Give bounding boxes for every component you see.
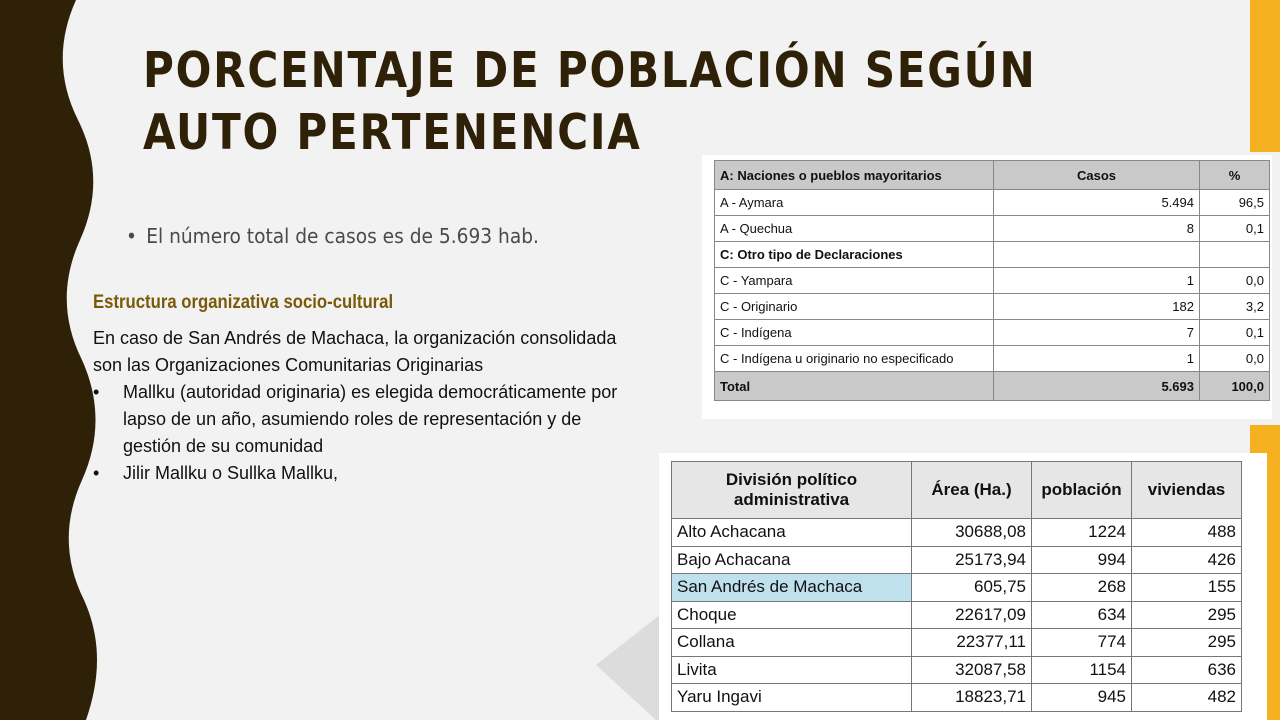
bullet-list	[93, 379, 638, 487]
header-cell: viviendas	[1132, 462, 1242, 519]
list-item	[93, 379, 638, 460]
nations-table-image	[702, 155, 1272, 419]
cases-cell: 8	[994, 216, 1200, 242]
division-name: San Andrés de Machaca	[672, 574, 912, 602]
percent-cell: 0,0	[1200, 346, 1270, 372]
population-cell: 994	[1032, 546, 1132, 574]
header-cell: División político administrativa	[672, 462, 912, 519]
cases-cell: 1	[994, 346, 1200, 372]
area-cell: 32087,58	[912, 656, 1032, 684]
area-cell: 22377,11	[912, 629, 1032, 657]
area-cell: 25173,94	[912, 546, 1032, 574]
table-row	[672, 656, 1242, 684]
row-label: C: Otro tipo de Declaraciones	[715, 242, 994, 268]
header-cell: A: Naciones o pueblos mayoritarios	[715, 161, 994, 190]
population-cell: 634	[1032, 601, 1132, 629]
area-cell: 30688,08	[912, 519, 1032, 547]
table-row	[672, 519, 1242, 547]
housing-cell: 482	[1132, 684, 1242, 712]
table-row	[715, 216, 1270, 242]
bullet-dot: •	[93, 463, 100, 483]
table-row	[672, 601, 1242, 629]
row-label: C - Indígena	[715, 320, 994, 346]
percent-cell: 0,1	[1200, 216, 1270, 242]
total-cases-text: El número total de casos es de 5.693 hab.	[146, 224, 539, 248]
area-cell: 18823,71	[912, 684, 1032, 712]
division-name: Yaru Ingavi	[672, 684, 912, 712]
table-header-row	[672, 462, 1242, 519]
population-cell: 945	[1032, 684, 1132, 712]
population-cell: 268	[1032, 574, 1132, 602]
table-row	[672, 546, 1242, 574]
table-row	[715, 320, 1270, 346]
housing-cell: 488	[1132, 519, 1242, 547]
percent-cell: 96,5	[1200, 190, 1270, 216]
cases-cell: 5.494	[994, 190, 1200, 216]
division-name: Collana	[672, 629, 912, 657]
cases-cell	[994, 242, 1200, 268]
header-cell: población	[1032, 462, 1132, 519]
housing-cell: 295	[1132, 601, 1242, 629]
housing-cell: 636	[1132, 656, 1242, 684]
table-row	[715, 294, 1270, 320]
percent-cell: 100,0	[1200, 372, 1270, 401]
bullet-dot: •	[126, 224, 137, 248]
list-item-text: Jilir Mallku o Sullka Mallku,	[123, 463, 339, 483]
housing-cell: 155	[1132, 574, 1242, 602]
division-name: Bajo Achacana	[672, 546, 912, 574]
cases-cell: 5.693	[994, 372, 1200, 401]
table-row	[672, 629, 1242, 657]
table-header-row	[715, 161, 1270, 190]
division-table	[671, 461, 1242, 712]
division-name: Alto Achacana	[672, 519, 912, 547]
cases-cell: 182	[994, 294, 1200, 320]
percent-cell: 0,0	[1200, 268, 1270, 294]
table-row	[672, 684, 1242, 712]
body-text	[93, 325, 638, 487]
bullet-dot: •	[93, 382, 100, 402]
list-item	[93, 460, 638, 487]
division-name: Livita	[672, 656, 912, 684]
division-name: Choque	[672, 601, 912, 629]
row-label: C - Originario	[715, 294, 994, 320]
header-cell: Área (Ha.)	[912, 462, 1032, 519]
section-heading: Estructura organizativa socio-cultural	[93, 292, 394, 313]
page-title: PORCENTAJE DE POBLACIÓN SEGÚN AUTO PERTENENCIA	[143, 42, 1037, 161]
population-cell: 1154	[1032, 656, 1132, 684]
list-item-text: Mallku (autoridad originaria) es elegida democráticamente por lapso de un año, asumiendo roles de representación y de gestión de su comunidad	[123, 382, 618, 456]
table-subheader-row	[715, 242, 1270, 268]
table-row-highlighted	[672, 574, 1242, 602]
row-label: A - Aymara	[715, 190, 994, 216]
area-cell: 605,75	[912, 574, 1032, 602]
header-cell: Casos	[994, 161, 1200, 190]
percent-cell: 0,1	[1200, 320, 1270, 346]
row-label: C - Yampara	[715, 268, 994, 294]
table-row	[715, 190, 1270, 216]
division-table-image	[659, 453, 1267, 720]
table-row	[715, 268, 1270, 294]
population-cell: 1224	[1032, 519, 1132, 547]
percent-cell: 3,2	[1200, 294, 1270, 320]
percent-cell	[1200, 242, 1270, 268]
nations-table	[714, 160, 1270, 401]
accent-bar-top	[1250, 0, 1280, 152]
cases-cell: 7	[994, 320, 1200, 346]
row-label: C - Indígena u originario no especificado	[715, 346, 994, 372]
housing-cell: 295	[1132, 629, 1242, 657]
table-total-row	[715, 372, 1270, 401]
total-cases-bullet	[126, 224, 539, 248]
intro-paragraph: En caso de San Andrés de Machaca, la organización consolidada son las Organizaciones Comunitarias Originarias	[93, 328, 617, 375]
cases-cell: 1	[994, 268, 1200, 294]
housing-cell: 426	[1132, 546, 1242, 574]
table-row	[715, 346, 1270, 372]
header-cell: %	[1200, 161, 1270, 190]
row-label: A - Quechua	[715, 216, 994, 242]
area-cell: 22617,09	[912, 601, 1032, 629]
row-label: Total	[715, 372, 994, 401]
population-cell: 774	[1032, 629, 1132, 657]
